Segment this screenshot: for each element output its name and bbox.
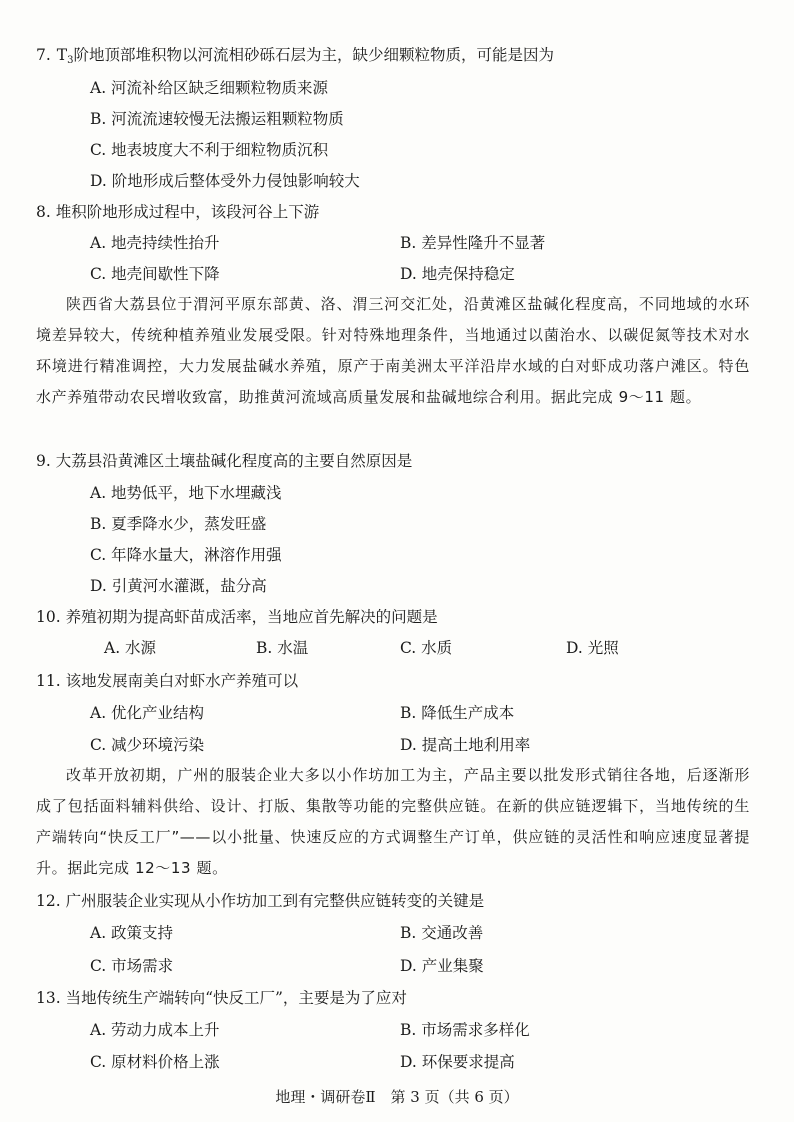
- question-10-stem: 10. 养殖初期为提高虾苗成活率，当地应首先解决的问题是: [36, 608, 438, 626]
- question-9-option-d: D. 引黄河水灌溉，盐分高: [90, 577, 267, 595]
- question-11-option-b: B. 降低生产成本: [400, 704, 515, 722]
- question-10-option-b: B. 水温: [256, 639, 309, 657]
- question-7-option-d: D. 阶地形成后整体受外力侵蚀影响较大: [90, 172, 360, 190]
- question-7-option-a: A. 河流补给区缺乏细颗粒物质来源: [90, 79, 329, 97]
- question-7-option-b: B. 河流流速较慢无法搬运粗颗粒物质: [90, 110, 344, 128]
- question-8-option-c: C. 地壳间歇性下降: [90, 265, 220, 283]
- question-12-option-d: D. 产业集聚: [400, 957, 484, 975]
- question-13-option-b: B. 市场需求多样化: [400, 1021, 530, 1039]
- question-7-stem: 7. $T_3$阶地顶部堆积物以河流相砂砾石层为主，缺少细颗粒物质，可能是因为: [36, 46, 555, 66]
- question-11-option-d: D. 提高土地利用率: [400, 736, 531, 754]
- question-12-option-c: C. 市场需求: [90, 957, 174, 975]
- question-11-option-c: C. 减少环境污染: [90, 736, 205, 754]
- page-footer: 地理・调研卷Ⅱ 第 3 页（共 6 页）: [275, 1088, 519, 1106]
- question-10-option-a: A. 水源: [104, 639, 157, 657]
- question-12-stem: 12. 广州服装企业实现从小作坊加工到有完整供应链转变的关键是: [36, 892, 485, 910]
- question-12-option-b: B. 交通改善: [400, 924, 484, 942]
- question-9-option-b: B. 夏季降水少，蒸发旺盛: [90, 515, 267, 533]
- question-10-option-d: D. 光照: [566, 639, 619, 657]
- question-8-stem: 8. 堆积阶地形成过程中，该段河谷上下游: [36, 203, 320, 221]
- question-10-option-c: C. 水质: [400, 639, 453, 657]
- question-11-option-a: A. 优化产业结构: [90, 704, 205, 722]
- question-13-option-c: C. 原材料价格上涨: [90, 1053, 220, 1071]
- question-8-option-b: B. 差异性隆升不显著: [400, 234, 546, 252]
- question-9-stem: 9. 大荔县沿黄滩区土壤盐碱化程度高的主要自然原因是: [36, 452, 413, 470]
- question-11-stem: 11. 该地发展南美白对虾水产养殖可以: [36, 672, 299, 690]
- question-9-option-c: C. 年降水量大，淋溶作用强: [90, 546, 282, 564]
- question-7-option-c: C. 地表坡度大不利于细粒物质沉积: [90, 141, 329, 159]
- question-8-option-a: A. 地壳持续性抬升: [90, 234, 220, 252]
- question-13-option-a: A. 劳动力成本上升: [90, 1021, 220, 1039]
- question-9-option-a: A. 地势低平，地下水埋藏浅: [90, 484, 282, 502]
- passage-dali-shrimp: 陕西省大荔县位于渭河平原东部黄、洛、渭三河交汇处，沿黄滩区盐碱化程度高，不同地域的水环境差异较大，传统种植养殖业发展受限。针对特殊地理条件，当地通过以菌治水、以碳促氮等技术对水环境进行精准调控，大力发展盐碱水养殖，原产于南美洲太平洋沿岸水域的白对虾成功落户滩区。特色水产养殖带动农民增收致富，助推黄河流域高质量发展和盐碱地综合利用。据此完成 9～11 题。: [36, 295, 750, 406]
- question-13-stem: 13. 当地传统生产端转向“快反工厂”，主要是为了应对: [36, 989, 407, 1007]
- passage-guangzhou-garment: 改革开放初期，广州的服装企业大多以小作坊加工为主，产品主要以批发形式销往各地，后逐渐形成了包括面料辅料供给、设计、打版、集散等功能的完整供应链。在新的供应链逻辑下，当地传统的生产端转向“快反工厂”——以小批量、快速反应的方式调整生产订单，供应链的灵活性和响应速度显著提升。据此完成 12～13 题。: [36, 766, 750, 877]
- question-8-option-d: D. 地壳保持稳定: [400, 265, 515, 283]
- question-12-option-a: A. 政策支持: [90, 924, 174, 942]
- question-13-option-d: D. 环保要求提高: [400, 1053, 515, 1071]
